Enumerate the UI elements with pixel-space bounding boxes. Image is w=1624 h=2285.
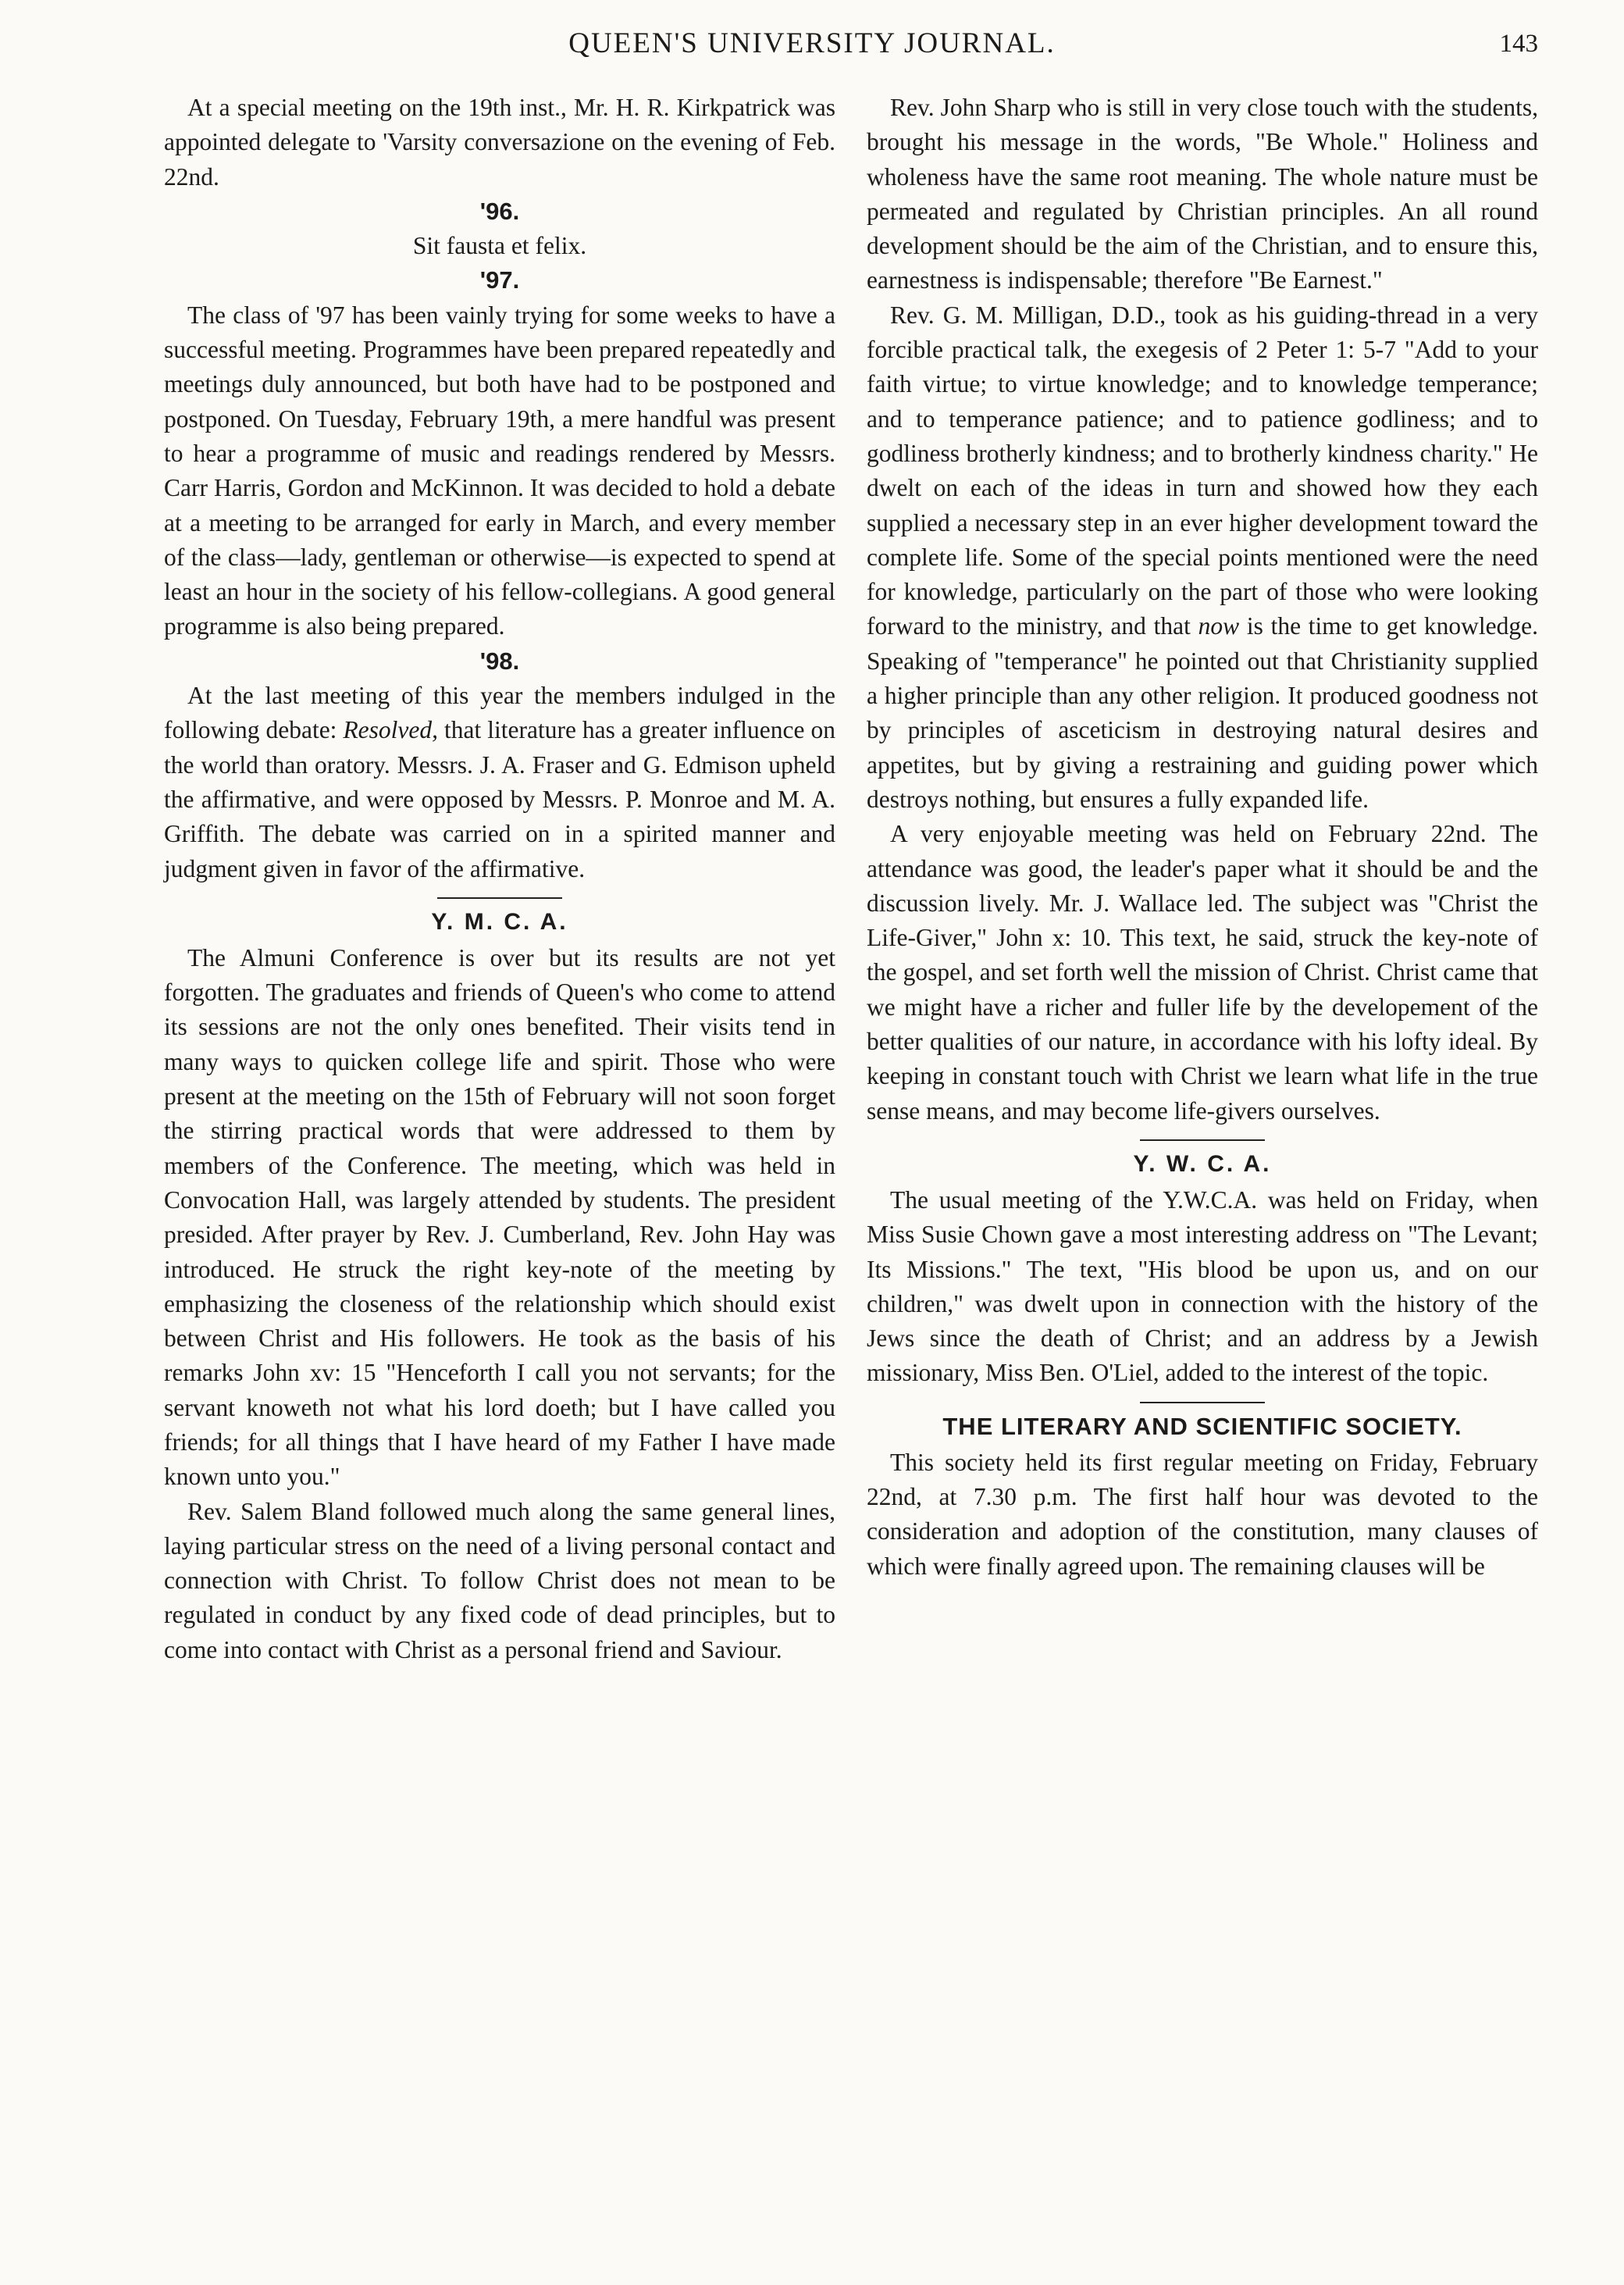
section-divider [1140, 1139, 1265, 1141]
heading-ymca: Y. M. C. A. [431, 908, 568, 935]
paragraph-milligan [867, 298, 1538, 817]
paragraph-class-97: The class of '97 has been vainly trying for some weeks to have a successful meeting. Programmes have been prepared repeatedly and meetings duly announced, but both have had to be postponed and postponed. On Tuesday, February 19th, a mere handful was present to hear a programme of music and readings rendered by Messrs. Carr Harris, Gordon and McKinnon. It was decided to hold a debate at a meeting to be arranged for early in March, and every member of the class—lady, gentleman or otherwise—is expected to spend at least an hour in the society of his fellow-collegians. A good general programme is also being prepared. [164, 301, 835, 640]
heading-ywca: Y. W. C. A. [1133, 1150, 1272, 1177]
paragraph-class-98-part-b: that literature has a greater influence on the world than oratory. Messrs. J. A. Fraser and G. Edmison upheld the affirmative, and were opposed by Messrs. P. Monroe and M. A. Griffith. The debate was carried on in a spirited manner and judgment given in favor of the affirmative. [164, 716, 835, 882]
heading-class-97: '97. [479, 266, 520, 294]
running-head: QUEEN'S UNIVERSITY JOURNAL. [568, 27, 1056, 59]
paragraph-class-98-part-a: At the last meeting of this year the members indulged in the following debate: [164, 682, 835, 744]
paragraph-special-meeting: At a special meeting on the 19th inst., Mr. H. R. Kirkpatrick was appointed delegate to 'Varsity conversazione on the evening of Feb. 22nd. [164, 94, 835, 191]
motto-96: Sit fausta et felix. [412, 232, 587, 260]
paragraph-ywca: The usual meeting of the Y.W.C.A. was held on Friday, when Miss Susie Chown gave a most interesting address on "The Levant; Its Missions." The text, "His blood be upon us, and on our children," was dwelt upon in connection with the history of the Jews since the death of Christ; and an address by a Jewish missionary, Miss Ben. O'Liel, added to the interest of the topic. [867, 1185, 1538, 1387]
left-column [164, 91, 835, 1667]
section-divider [437, 897, 562, 899]
heading-class-96: '96. [479, 197, 520, 225]
paragraph-milligan-part-b: is the time to get knowledge. Speaking of "temperance" he pointed out that Christianity supplied a higher principle than any other religion. It produced goodness not by principles of asceticism in destroying natural desires and appetites, but by giving a restraining and guiding power which destroys nothing, but ensures a fully expanded life. [867, 612, 1539, 813]
right-column [867, 91, 1538, 1584]
paragraph-ymca-bland: Rev. Salem Bland followed much along the same general lines, laying particular stress on the need of a living personal contact and connection with Christ. To follow Christ does not mean to be regulated in conduct by any fixed code of dead principles, but to come into contact with Christ as a personal friend and Saviour. [164, 1497, 835, 1663]
paragraph-class-98 [164, 679, 835, 886]
heading-literary-society: THE LITERARY AND SCIENTIFIC SOCIETY. [942, 1412, 1462, 1440]
now-italic: now [1198, 612, 1240, 640]
page-number: 143 [1499, 30, 1538, 58]
paragraph-literary-society: This society held its first regular meeting on Friday, February 22nd, at 7.30 p.m. The first half hour was devoted to the consideration and adoption of the constitution, many clauses of which were finally agreed upon. The remaining clauses will be [867, 1448, 1538, 1580]
paragraph-ymca-conference: The Almuni Conference is over but its results are not yet forgotten. The graduates and friends of Queen's who come to attend its sessions are not the only ones benefited. Their visits tend in many ways to quicken college life and spirit. Those who were present at the meeting on the 15th of February will not soon forget the stirring practical words that were addressed to them by members of the Conference. The meeting, which was held in Convocation Hall, was largely attended by students. The president presided. After prayer by Rev. J. Cumberland, Rev. John Hay was introduced. He struck the right key-note of the meeting by emphasizing the closeness of the relationship which should exist between Christ and His followers. He took as the basis of his remarks John xv: 15 "Henceforth I call you not servants; for the servant knoweth not what his lord doeth; but I have called you friends; for all things that I have heard of my Father I have made known unto you." [164, 943, 835, 1491]
paragraph-sharp: Rev. John Sharp who is still in very close touch with the students, brought his message in the words, "Be Whole." Holiness and wholeness have the same root meaning. The whole nature must be permeated and regulated by Christian principles. An all round development should be the aim of the Christian, and to ensure this, earnestness is indispensable; therefore "Be Earnest." [867, 94, 1538, 294]
heading-class-98: '98. [479, 647, 520, 675]
resolved-italic: Resolved, [343, 716, 439, 744]
section-divider [1140, 1402, 1265, 1403]
paragraph-february-meeting: A very enjoyable meeting was held on February 22nd. The attendance was good, the leader's paper what it should be and the discussion lively. Mr. J. Wallace led. The subject was "Christ the Life-Giver," John x: 10. This text, he said, struck the key-note of the gospel, and set forth well the mission of Christ. Christ came that we might have a richer and fuller life by the developement of the better qualities of our nature, in accordance with his lofty ideal. By keeping in constant touch with Christ we learn what life in the true sense means, and may become life-givers ourselves. [867, 820, 1538, 1125]
paragraph-milligan-part-a: Rev. G. M. Milligan, D.D., took as his guiding-thread in a very forcible practical talk, the exegesis of 2 Peter 1: 5-7 "Add to your faith virtue; to virtue knowledge; and to knowledge temperance; and to temperance patience; and to patience godliness; and to godliness brotherly kindness; and to brotherly kindness charity." He dwelt on each of the ideas in turn and showed how they each supplied a necessary step in an ever higher development toward the complete life. Some of the special points mentioned were the need for knowledge, particularly on the part of those who were looking forward to the ministry, and that [867, 301, 1538, 640]
